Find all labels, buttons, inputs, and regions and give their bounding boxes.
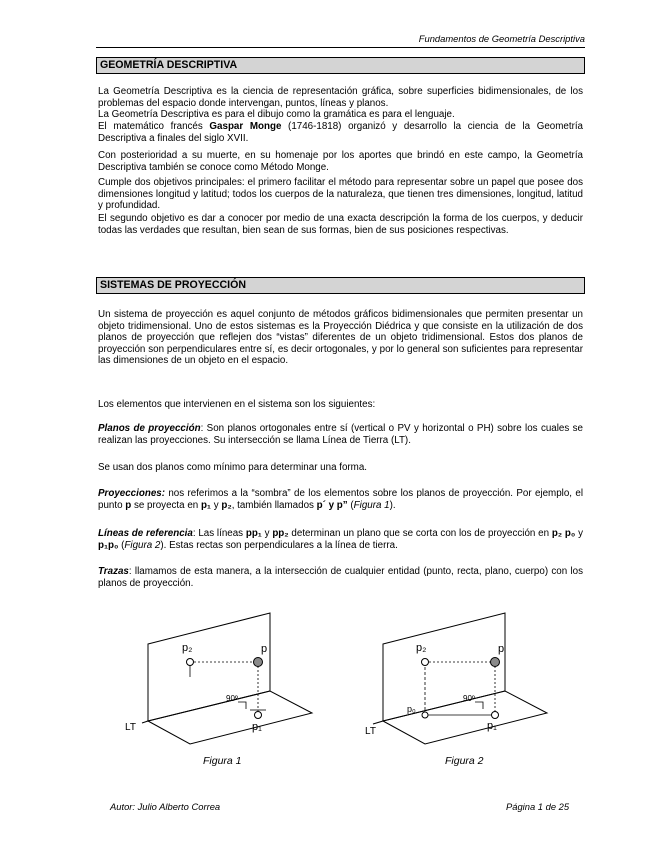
fig2-label-p0: p₀ bbox=[407, 704, 416, 714]
fig2-point-p0 bbox=[422, 712, 428, 718]
term-planos: Planos de proyección bbox=[98, 423, 201, 434]
figure-1-caption: Figura 1 bbox=[203, 755, 242, 767]
fig2-label-p2: p₂ bbox=[416, 642, 427, 654]
paragraph-definition: La Geometría Descriptiva es la ciencia de representación gráfica, sobre superficies bidimensionales, de los problemas del espacio donde intervengan, puntos, líneas y planos. bbox=[98, 86, 583, 109]
lineas-text-a: : Las líneas bbox=[192, 528, 246, 539]
lineas-figure-ref: Figura 2 bbox=[124, 539, 161, 551]
planos-text: : Son planos ortogonales entre sí (vertical o PV y horizontal o PH) sobre los cuales se realizan las proyecciones. Su intersección se llama Línea de Tierra (LT). bbox=[98, 423, 583, 446]
fig2-point-p1 bbox=[492, 712, 499, 719]
term-proyecciones: Proyecciones: bbox=[98, 488, 165, 499]
paragraph-lineas bbox=[98, 528, 583, 551]
footer-author: Autor: Julio Alberto Correa bbox=[110, 801, 221, 812]
fig1-label-lt: LT bbox=[125, 722, 136, 733]
paragraph-monge bbox=[98, 121, 583, 144]
paragraph-elements-intro: Los elementos que intervienen en el sistema son los siguientes: bbox=[98, 399, 376, 410]
proy-text-a: nos referimos a la “sombra” de los elementos sobre los planos de proyección. Por ejemplo, el punto bbox=[98, 488, 583, 511]
monge-text-b: (1746-1818) organizó y desarrollo la ciencia de la Geometría Descriptiva a finales del siglo XVII. bbox=[98, 121, 584, 144]
running-header: Fundamentos de Geometría Descriptiva bbox=[418, 33, 585, 44]
term-trazas: Trazas bbox=[98, 566, 129, 577]
paragraph-objective-2: El segundo objetivo es dar a conocer por medio de una exacta descripción la forma de los cuerpos, y deducir todas las verdades que resultan, bien sean de sus formas, bien de sus posiciones respectivas. bbox=[98, 213, 583, 236]
paragraph-proyecciones bbox=[98, 488, 583, 511]
fig2-label-angle: 90º bbox=[463, 694, 475, 703]
fig1-right-angle-mark bbox=[238, 702, 246, 709]
fig1-point-p bbox=[254, 658, 263, 667]
proy-figure-ref: Figura 1 bbox=[353, 499, 390, 511]
paragraph-planos bbox=[98, 423, 583, 446]
section-heading-geometria: GEOMETRÍA DESCRIPTIVA bbox=[96, 57, 585, 74]
footer-page-number: Página 1 de 25 bbox=[506, 801, 570, 812]
fig1-label-p: p bbox=[261, 643, 268, 655]
lineas-p1p0: p₁p₀ bbox=[98, 539, 119, 551]
proy-text-b: se proyecta en bbox=[131, 499, 201, 511]
paragraph-objective-1: Cumple dos objetivos principales: el primero facilitar el método para representar sobre un papel que posee dos dimensiones longitud y latitud; todos los cuerpos de la naturaleza, que tienen tres dimensiones, longitud, latitud y profundidad. bbox=[98, 177, 583, 212]
lineas-text-c: determinan un plano que se corta con los de proyección en bbox=[288, 528, 552, 539]
header-rule bbox=[96, 47, 585, 48]
proy-points-primes: p´ y p” bbox=[316, 499, 348, 511]
figure-2-diagram bbox=[365, 605, 565, 755]
section-heading-sistemas: SISTEMAS DE PROYECCIÓN bbox=[96, 277, 585, 294]
fig1-label-angle: 90º bbox=[226, 694, 238, 703]
fig1-point-p2 bbox=[187, 659, 194, 666]
lineas-text-b: y bbox=[261, 528, 273, 539]
fig1-vertical-plane bbox=[148, 613, 270, 721]
proy-text-c: y bbox=[211, 499, 222, 511]
paragraph-two-planes: Se usan dos planos como mínimo para determinar una forma. bbox=[98, 462, 368, 473]
paragraph-homage: Con posterioridad a su muerte, en su homenaje por los aportes que brindó en este campo, la Geometría Descriptiva también se conoce como Método Monge. bbox=[98, 150, 583, 173]
fig2-label-lt: LT bbox=[365, 726, 376, 737]
proy-point-p: p bbox=[125, 499, 132, 511]
lineas-text-e: ( bbox=[118, 539, 125, 551]
proy-text-e: ( bbox=[347, 499, 354, 511]
lineas-text-f: ). Estas rectas son perpendiculares a la línea de tierra. bbox=[160, 539, 398, 551]
fig2-vertical-plane bbox=[383, 613, 505, 721]
figure-2-caption: Figura 2 bbox=[445, 755, 484, 767]
lineas-pp2: pp₂ bbox=[272, 528, 289, 539]
fig2-label-p1: p₁ bbox=[487, 720, 497, 732]
paragraph-analogy: La Geometría Descriptiva es para el dibujo como la gramática es para el lenguaje. bbox=[98, 109, 455, 120]
fig1-label-p1: p₁ bbox=[252, 721, 262, 733]
proy-text-d: , también llamados bbox=[231, 499, 317, 511]
paragraph-trazas bbox=[98, 566, 583, 589]
monge-name: Gaspar Monge bbox=[209, 121, 282, 132]
fig1-ground-line bbox=[142, 721, 148, 723]
paragraph-projection-system: Un sistema de proyección es aquel conjunto de métodos gráficos bidimensionales que permiten presentar un objeto tridimensional. Uno de estos sistemas es la Proyección Diédrica y que consiste en la utilización de dos planos de proyección que reflejen dos “vistas” diferentes de un objeto tridimensional. Estos dos planos de proyección son perpendiculares entre sí, es decir ortogonales, y por lo general son suficientes para representar las dimensiones de un objeto en el espacio. bbox=[98, 309, 583, 367]
fig2-point-p bbox=[491, 658, 500, 667]
fig2-point-p2 bbox=[422, 659, 429, 666]
fig1-label-p2: p₂ bbox=[182, 642, 193, 654]
lineas-text-d: y bbox=[575, 528, 584, 539]
fig2-right-angle-mark bbox=[475, 702, 483, 709]
figure-1-diagram bbox=[120, 605, 320, 755]
trazas-text: : llamamos de esta manera, a la intersección de cualquier entidad (punto, recta, plano, cuerpo) con los planos de proyección. bbox=[98, 566, 583, 589]
lineas-p2p0: p₂ p₀ bbox=[551, 528, 576, 539]
proy-text-f: ). bbox=[389, 499, 396, 511]
proy-point-p2: p₂ bbox=[221, 499, 232, 511]
monge-text-a: El matemático francés bbox=[98, 121, 210, 132]
fig2-ground-line bbox=[373, 721, 383, 724]
proy-point-p1: p₁ bbox=[200, 499, 211, 511]
fig1-point-p1 bbox=[255, 712, 262, 719]
term-lineas: Líneas de referencia bbox=[98, 528, 193, 539]
lineas-pp1: pp₁ bbox=[245, 528, 262, 539]
fig2-label-p: p bbox=[498, 643, 505, 655]
